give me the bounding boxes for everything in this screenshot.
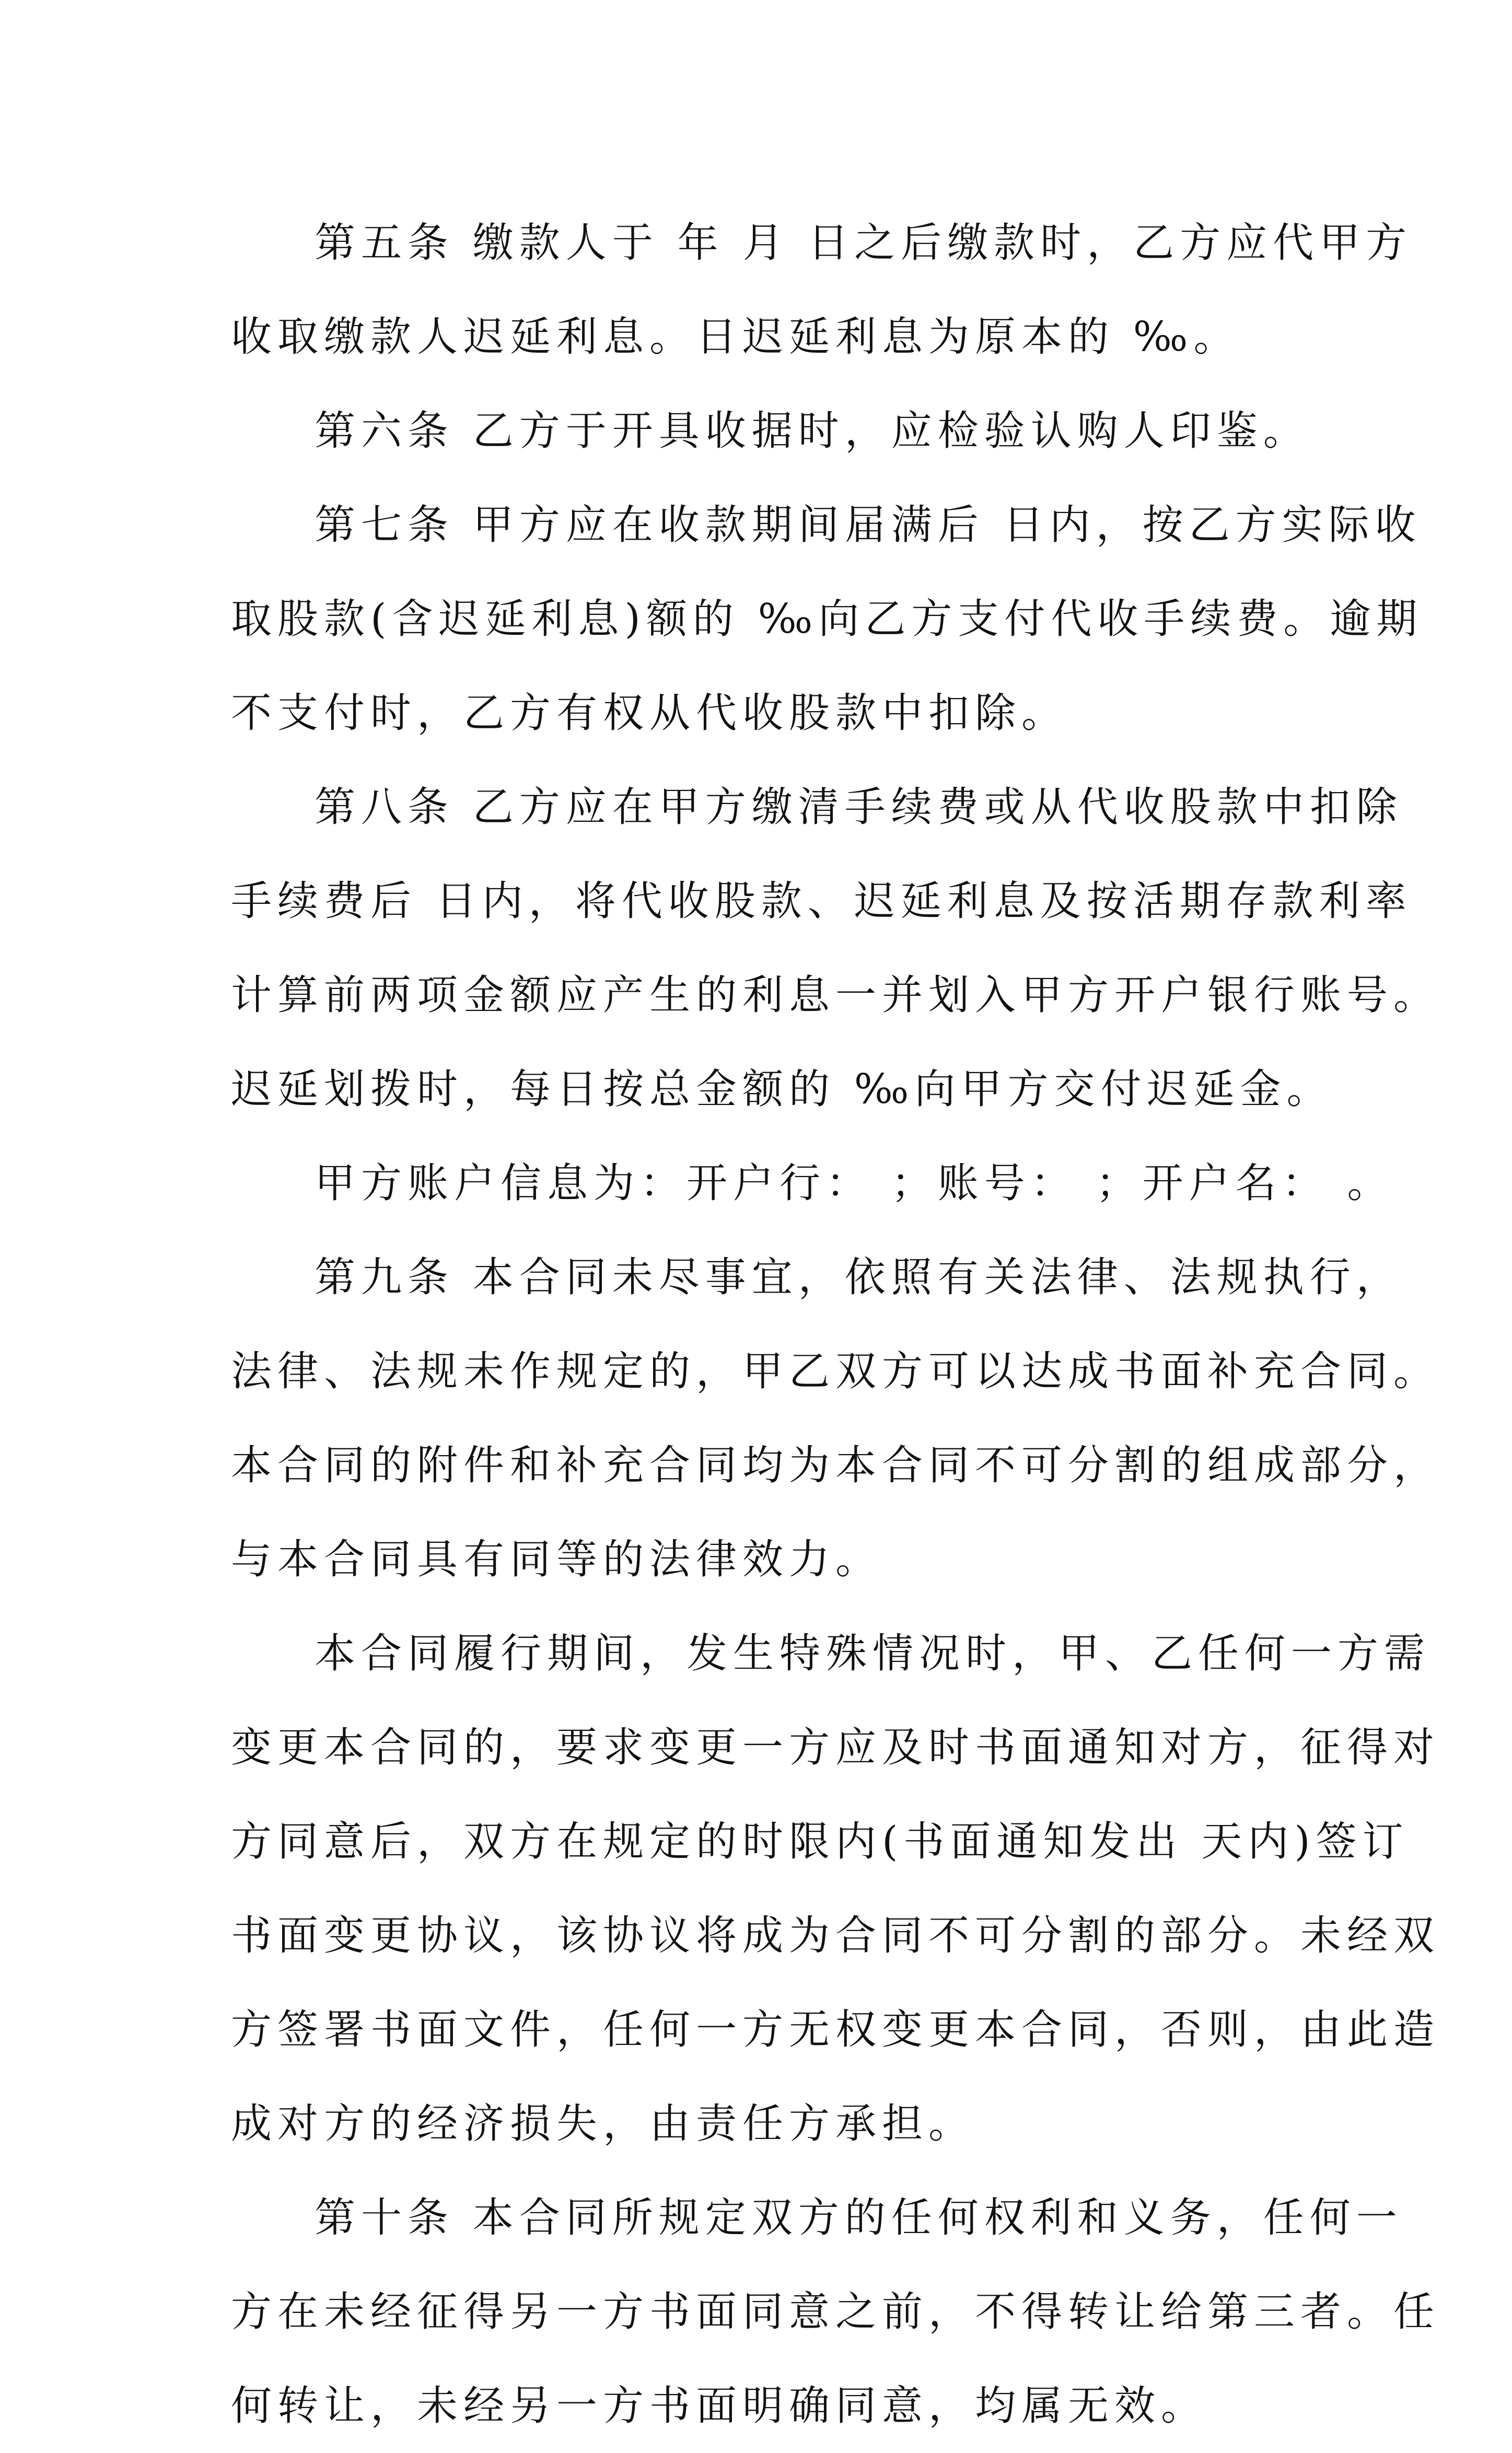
article-5-line-1: 第五条 缴款人于 年 月 日之后缴款时，乙方应代甲方 (315, 219, 1413, 266)
article-7-line-2: 取股款(含迟延利息)额的 ‰向乙方支付代收手续费。逾期 (231, 596, 1423, 643)
article-6-line-1: 第六条 乙方于开具收据时，应检验认购人印鉴。 (315, 408, 1310, 455)
change-clause-line-3: 方同意后，双方在规定的时限内(书面通知发出 天内)签订 (231, 1818, 1409, 1865)
article-7-line-3: 不支付时，乙方有权从代收股款中扣除。 (231, 690, 1068, 737)
change-clause-line-2: 变更本合同的，要求变更一方应及时书面通知对方，征得对 (231, 1724, 1440, 1771)
article-10-line-1: 第十条 本合同所规定双方的任何权利和义务，任何一 (315, 2194, 1403, 2241)
article-9-line-3: 本合同的附件和补充合同均为本合同不可分割的组成部分， (231, 1442, 1440, 1489)
article-9-line-1: 第九条 本合同未尽事宜，依照有关法律、法规执行， (315, 1254, 1403, 1301)
change-clause-line-1: 本合同履行期间，发生特殊情况时，甲、乙任何一方需 (315, 1630, 1431, 1677)
article-8-line-2: 手续费后 日内，将代收股款、迟延利息及按活期存款利率 (231, 878, 1412, 925)
change-clause-line-6: 成对方的经济损失，由责任方承担。 (231, 2100, 975, 2147)
article-10-line-3: 何转让，未经另一方书面明确同意，均属无效。 (231, 2382, 1208, 2429)
account-info-line: 甲方账户信息为：开户行： ；账号： ；开户名： 。 (315, 1160, 1394, 1207)
article-9-line-4: 与本合同具有同等的法律效力。 (231, 1536, 882, 1583)
article-10-line-2: 方在未经征得另一方书面同意之前，不得转让给第三者。任 (231, 2288, 1440, 2335)
change-clause-line-4: 书面变更协议，该协议将成为合同不可分割的部分。未经双 (231, 1912, 1440, 1959)
change-clause-line-5: 方签署书面文件，任何一方无权变更本合同，否则，由此造 (231, 2006, 1440, 2053)
article-8-line-4: 迟延划拨时，每日按总金额的 ‰向甲方交付迟延金。 (231, 1066, 1333, 1113)
document-body (231, 196, 1440, 2453)
article-8-line-1: 第八条 乙方应在甲方缴清手续费或从代收股款中扣除 (315, 784, 1403, 831)
article-9-line-2: 法律、法规未作规定的，甲乙双方可以达成书面补充合同。 (231, 1348, 1440, 1395)
article-8-line-3: 计算前两项金额应产生的利息一并划入甲方开户银行账号。 (231, 972, 1440, 1019)
article-7-line-1: 第七条 甲方应在收款期间届满后 日内，按乙方实际收 (315, 502, 1422, 549)
article-5-line-2: 收取缴款人迟延利息。日迟延利息为原本的 ‰。 (231, 313, 1240, 361)
